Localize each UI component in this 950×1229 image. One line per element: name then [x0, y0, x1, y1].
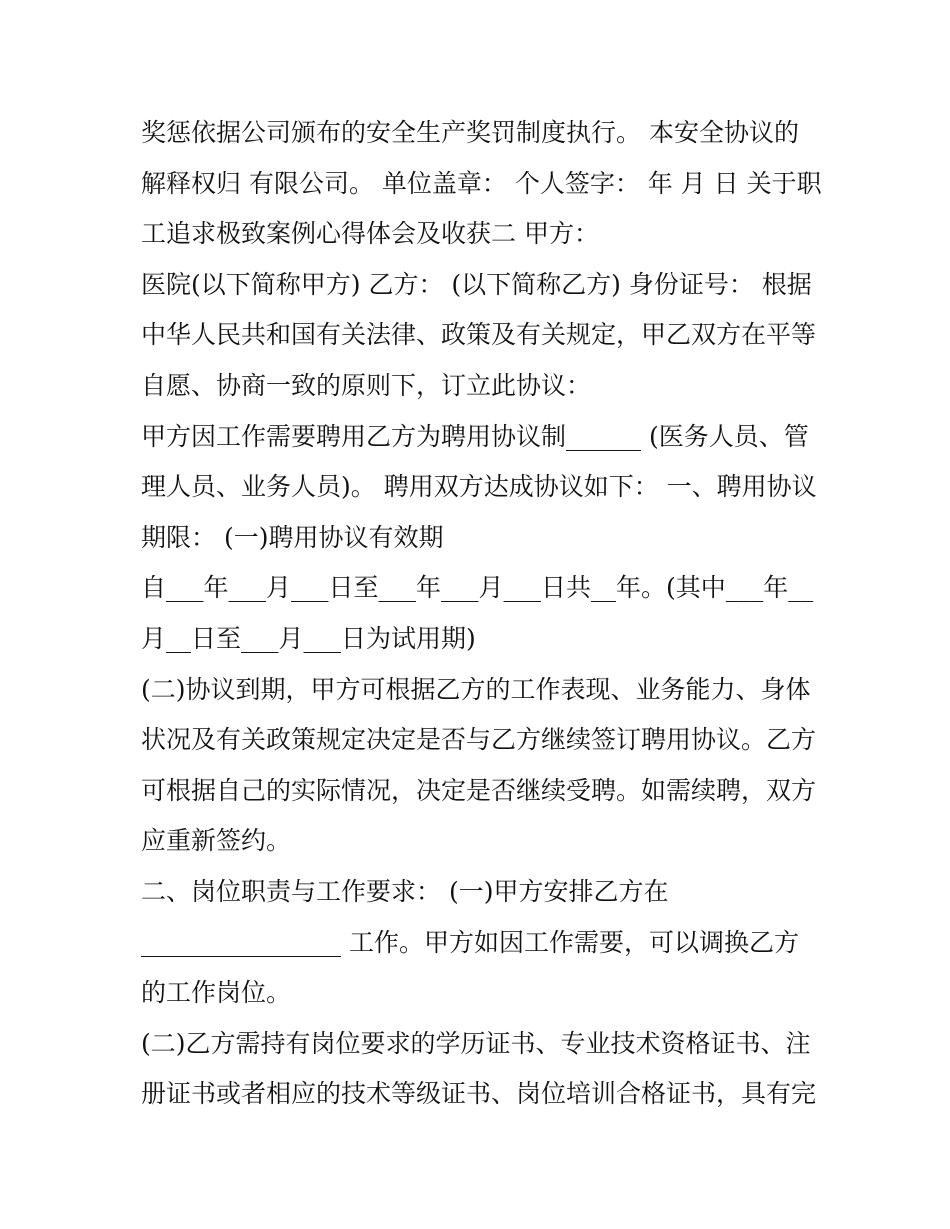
- text-line-10: 自___年___月___日至___年___月___日共__年。(其中___年__: [141, 573, 814, 603]
- text-line-19: (二)乙方需持有岗位要求的学历证书、专业技术资格证书、注: [141, 1028, 811, 1058]
- document-body: [141, 108, 821, 1120]
- text-line-17: ________________ 工作。甲方如因工作需要，可以调换乙方: [141, 927, 799, 957]
- text-line-8: 理人员、业务人员)。 聘用双方达成协议如下： 一、聘用协议: [141, 472, 817, 502]
- text-line-11: 月__日至___月___日为试用期): [141, 623, 476, 653]
- text-line-4: 医院(以下简称甲方) 乙方： (以下简称乙方) 身份证号： 根据: [141, 269, 812, 299]
- text-line-2: 解释权归 有限公司。 单位盖章： 个人签字： 年 月 日 关于职: [141, 168, 822, 198]
- text-line-1: 奖惩依据公司颁布的安全生产奖罚制度执行。 本安全协议的: [141, 118, 799, 147]
- text-line-12: (二)协议到期，甲方可根据乙方的工作表现、业务能力、身体: [141, 674, 811, 704]
- text-line-16: 二、岗位职责与工作要求： (一)甲方安排乙方在: [141, 876, 669, 906]
- text-line-14: 可根据自己的实际情况，决定是否继续受聘。如需续聘，双方: [141, 775, 817, 805]
- text-line-9: 期限： (一)聘用协议有效期: [141, 522, 444, 552]
- text-line-7: 甲方因工作需要聘用乙方为聘用协议制______ (医务人员、管: [141, 421, 809, 451]
- text-line-5: 中华人民共和国有关法律、政策及有关规定，甲乙双方在平等: [141, 320, 817, 350]
- text-line-6: 自愿、协商一致的原则下，订立此协议：: [141, 370, 592, 400]
- text-line-13: 状况及有关政策规定决定是否与乙方继续签订聘用协议。乙方: [141, 725, 817, 755]
- text-line-20: 册证书或者相应的技术等级证书、岗位培训合格证书，具有完: [141, 1079, 817, 1109]
- text-line-3: 工追求极致案例心得体会及收获二 甲方：: [141, 219, 599, 249]
- text-line-18: 的工作岗位。: [141, 978, 292, 1008]
- text-line-15: 应重新签约。: [141, 826, 292, 856]
